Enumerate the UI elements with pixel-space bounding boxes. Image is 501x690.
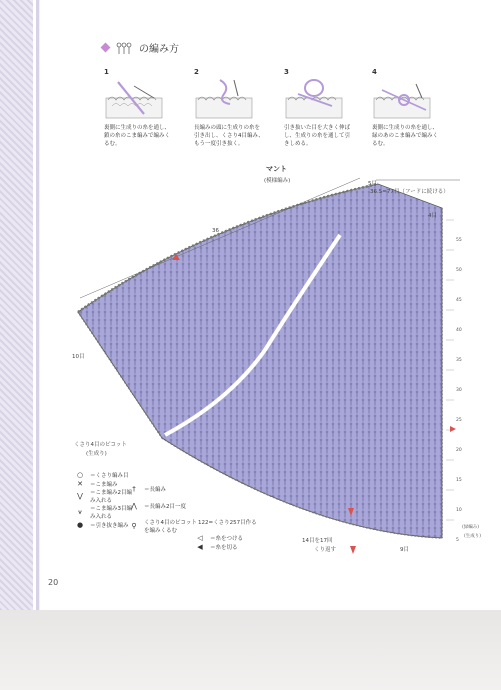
step-3-illustration	[284, 76, 346, 120]
five-row-label: 5目	[368, 181, 377, 187]
legend-item: ⋀ ＝長編み2目一度	[128, 501, 198, 510]
section-header	[102, 40, 179, 55]
step-text: 裏側に生成りの糸を通し、鎖の糸のこま編みで編みくるむ。	[104, 125, 171, 147]
section-title: の編み方	[139, 44, 179, 55]
legend-item: ⩛ ＝こま編み3目編み入れる	[74, 504, 136, 520]
double-crochet-icon: †	[132, 484, 136, 493]
step-4-illustration	[372, 76, 434, 120]
left-accent-bar	[36, 0, 39, 610]
scan-bottom-margin	[0, 610, 501, 690]
edge-color-label: (緑編み)	[462, 525, 480, 530]
double-crochet-2tog-icon: ⋀	[131, 501, 137, 510]
row-ticks	[446, 220, 454, 520]
row-number: 45	[456, 298, 462, 303]
row-number: 20	[456, 448, 462, 453]
picot-sublabel: (生成り)	[86, 451, 107, 457]
picot-symbol-icon	[115, 42, 133, 54]
repeat-count-label: 14目を17回	[302, 538, 333, 544]
step-2	[194, 68, 264, 148]
row-number: 5	[456, 538, 459, 543]
repeat-label: くり返す	[314, 547, 337, 553]
chart-subtitle: (模様編み)	[264, 178, 291, 184]
cut-yarn-icon: ◀	[197, 542, 203, 551]
two-together-icon: ⋁	[77, 492, 83, 500]
three-together-icon: ⩛	[78, 507, 82, 516]
width-label: 36	[212, 228, 219, 234]
step-4	[372, 68, 442, 148]
legend-group-3	[194, 533, 243, 551]
yarn-marker-bottom2-icon	[350, 546, 356, 554]
row-number: 55	[456, 238, 462, 243]
picot-label: くさり4目のピコット	[74, 442, 127, 448]
legend-group-2	[128, 484, 198, 534]
row-number: 25	[456, 418, 462, 423]
row-number: 10	[456, 508, 462, 513]
row-number: 30	[456, 388, 462, 393]
step-1	[104, 68, 174, 148]
step-number: 1	[104, 68, 109, 76]
ten-row-label: 10目	[72, 354, 85, 360]
diamond-bullet-icon	[101, 43, 111, 53]
step-2-illustration	[194, 76, 256, 120]
legend-item: † ＝長編み	[128, 484, 198, 493]
row-number: 40	[456, 328, 462, 333]
legend-item: ◁ ＝糸をつける	[194, 533, 243, 542]
legend-item: ✕ ＝こま編み	[74, 479, 136, 488]
legend-item: ○ ＝くさり編み目	[74, 470, 136, 479]
step-3	[284, 68, 354, 148]
row-number-column	[456, 226, 462, 556]
edge-color-sublabel: (生成り)	[464, 534, 482, 539]
nine-row-label: 9目	[400, 547, 409, 553]
chart-title: マント	[266, 165, 287, 173]
chain-stitch-icon: ○	[76, 470, 84, 479]
slip-join-icon: ●	[76, 520, 84, 529]
step-number: 3	[284, 68, 289, 76]
four-row-label: 4目	[428, 213, 437, 219]
top-edge-label: 36.5=77目（フードに続ける）	[370, 189, 449, 195]
step-text: 引き抜いた目を大きく伸ばし、生成りの糸を通して引きしめる。	[284, 125, 351, 147]
page-number: 20	[48, 578, 59, 587]
step-number: 4	[372, 68, 377, 76]
step-number: 2	[194, 68, 199, 76]
join-yarn-icon: ◁	[197, 533, 203, 542]
legend-item: ⚲ くさり4目のピコットを編みくるむ	[128, 518, 198, 534]
picot-icon: ⚲	[131, 522, 137, 530]
slip-stitch-icon: ✕	[77, 479, 83, 488]
legend-item: ● ＝引き抜き編み	[74, 520, 136, 529]
legend-item: ⋁ ＝こま編み2目編み入れる	[74, 488, 136, 504]
legend-group-1	[74, 470, 136, 529]
step-text: 長編みの頭に生成りの糸を引き出し、くさり4目編み、もう一度引き抜く。	[194, 125, 264, 147]
decorative-left-strip	[0, 0, 33, 610]
row-number: 15	[456, 478, 462, 483]
legend-item: ◀ ＝糸を切る	[194, 542, 243, 551]
row-number: 35	[456, 358, 462, 363]
step-1-illustration	[104, 76, 166, 120]
foundation-chain-label: 122=くさり257目作る	[198, 520, 257, 526]
step-text: 裏側に生成りの糸を通し、緑のあのこま編みで編みくるむ。	[372, 125, 439, 147]
row-number: 50	[456, 268, 462, 273]
